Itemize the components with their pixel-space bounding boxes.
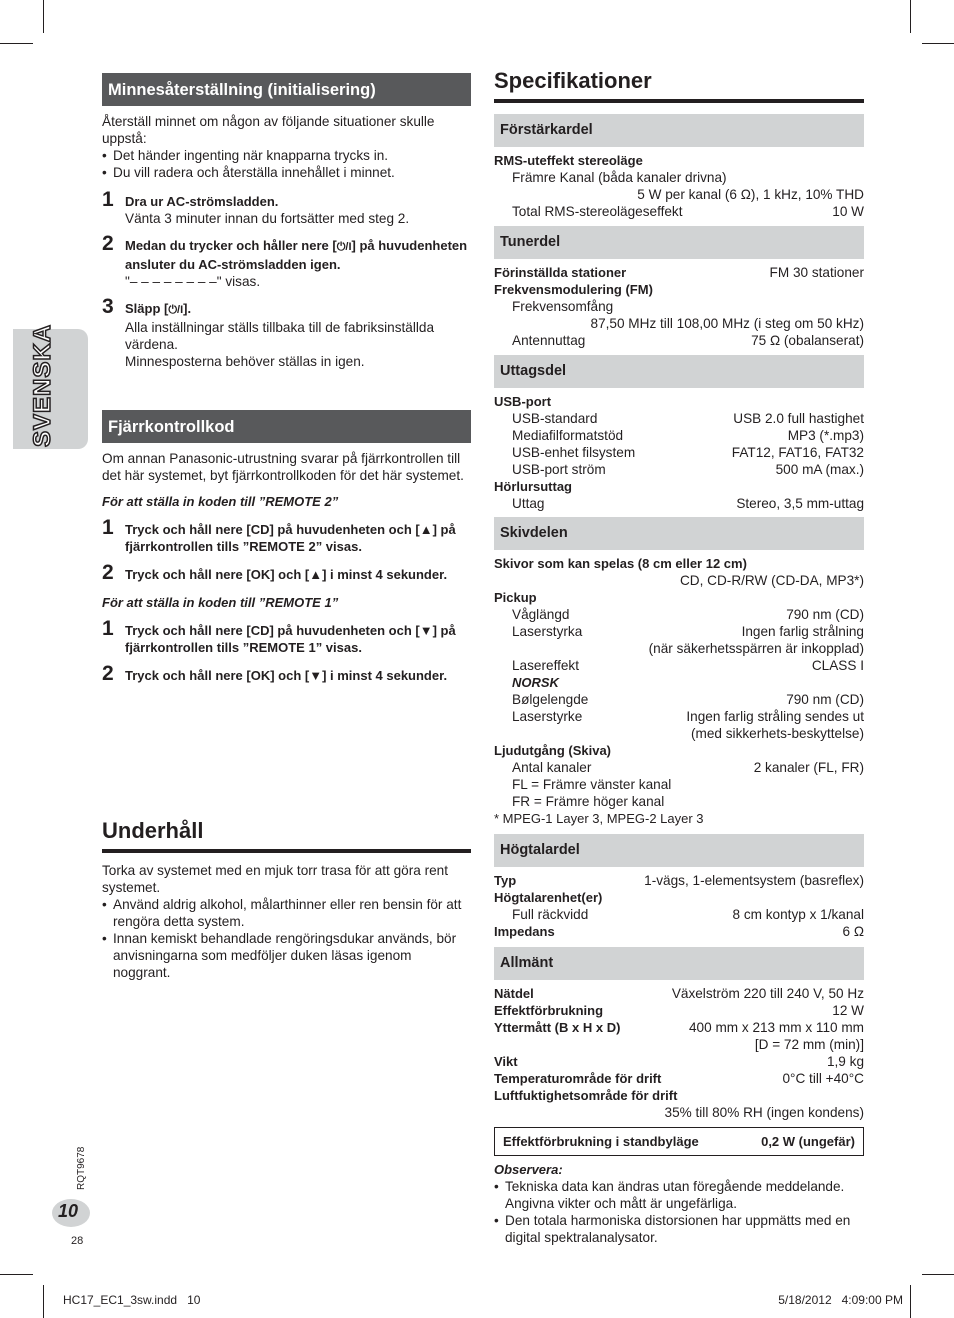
crop-mark [43,1285,44,1318]
spec-row: Lasereffekt CLASS I [512,658,864,673]
spec-label: FR = Främre höger kanal [512,794,665,809]
spec-row: Laserstyrke Ingen farlig stråling sendes ut [512,709,864,724]
spec-row: Våglängd 790 nm (CD) [512,607,864,622]
remote2-step-1 [102,516,471,555]
list-item: • Tekniska data kan ändras utan föregående meddelande. Angivna vikter och mått är ungefärliga. [494,1178,864,1212]
file-name: HC17_EC1_3sw.indd 10 [63,1293,201,1307]
spec-label: Frekvensomfång [512,299,614,314]
remote1-step-1 [102,617,471,656]
spec-value: [D = 72 mm (min)] [754,1037,864,1052]
spec-row: Full räckvidd 8 cm kontyp x 1/kanal [512,907,864,922]
specifications-heading: Specifikationer [494,69,864,103]
step-number: 2 [102,662,114,685]
amplifier-block [494,152,864,220]
reset-heading: Minnesåterställning (initialisering) [102,73,471,106]
spec-row: Bølgelengde 790 nm (CD) [512,692,864,707]
standby-label: Effektförbrukning i standbyläge [503,1134,699,1149]
norsk-label: NORSK [512,675,559,690]
notes-heading: Observera: [494,1162,563,1177]
remote-sub-heading-1: För att ställa in koden till ”REMOTE 1” [102,595,339,610]
spec-row: Vikt 1,9 kg [494,1054,864,1069]
reset-step-1 [102,188,471,227]
language-tab-label: SVENSKA [29,323,56,447]
step-number: 2 [102,561,114,584]
output-heading: Uttagsdel [494,355,864,388]
spec-row: Yttermått (B x H x D) 400 mm x 213 mm x 110 mm [494,1020,864,1035]
step-number: 1 [102,188,114,211]
spec-row: Typ 1-vägs, 1-elementsystem (basreflex) [494,873,864,888]
spec-label: RMS-uteffekt stereoläge [494,153,643,168]
step-title: Tryck och håll nere [CD] på huvudenheten och [▼] på fjärrkontrollen tills ”REMOTE 1” visas. [125,623,456,655]
step-text: Alla inställningar ställs tillbaka till de fabriksinställda värdena. [125,320,435,352]
remote-intro: Om annan Panasonic-utrustning svarar på fjärrkontrollen till det här systemet, byt fjärrkontrollkoden för det här systemet. [102,451,464,483]
tuner-block [494,264,864,349]
crop-mark [910,1285,911,1318]
tuner-heading: Tunerdel [494,226,864,259]
standby-value: 0,2 W (ungefär) [761,1134,855,1149]
spec-label: Frekvensmodulering (FM) [494,282,653,297]
reset-step-2 [102,232,471,290]
step-title: Dra ur AC-strömsladden. [125,194,279,209]
maintenance-intro: Torka av systemet med en mjuk torr trasa för att göra rent systemet. [102,863,449,895]
spec-value: CD, CD-R/RW (CD-DA, MP3*) [679,573,864,588]
step-title: Tryck och håll nere [CD] på huvudenheten och [▲] på fjärrkontrollen tills ”REMOTE 2” visas. [125,522,456,554]
crop-mark [922,43,954,44]
spec-row: Förinställda stationer FM 30 stationer [494,265,864,280]
crop-mark [922,1274,954,1275]
spec-row: Antal kanaler 2 kanaler (FL, FR) [512,760,864,775]
general-heading: Allmänt [494,947,864,980]
remote-sub-heading-2: För att ställa in koden till ”REMOTE 2” [102,494,339,509]
spec-label: Hörlursuttag [494,479,572,494]
crop-mark [43,0,44,33]
spec-label: Främre Kanal (båda kanaler drivna) [512,170,727,185]
specifications-section [494,69,864,1246]
step-number: 1 [102,516,114,539]
reset-intro: Återställ minnet om någon av följande situationer skulle uppstå: [102,114,435,146]
disc-block [494,555,864,827]
spec-row: Nätdel Växelström 220 till 240 V, 50 Hz [494,986,864,1001]
notes-block [494,1161,864,1246]
spec-label: Skivor som kan spelas (8 cm eller 12 cm) [494,556,747,571]
remote1-step-2 [102,662,471,685]
footnote: * MPEG-1 Layer 3, MPEG-2 Layer 3 [494,811,704,826]
print-date: 5/18/2012 4:09:00 PM [778,1293,903,1307]
spec-value: (med sikkerhets-beskyttelse) [691,726,864,741]
spec-value: 5 W per kanal (6 Ω), 1 kHz, 10% THD [637,187,864,202]
remote2-step-2 [102,561,471,584]
spec-label: Pickup [494,590,537,605]
crop-mark [0,43,33,44]
speaker-block [494,872,864,940]
list-item: • Det händer ingenting när knapparna trycks in. [102,147,471,164]
step-title: Tryck och håll nere [OK] och [▼] i minst 4 sekunder. [125,668,448,683]
document-code: RQT9678 [76,1146,87,1190]
spec-value: 87,50 MHz till 108,00 MHz (i steg om 50 kHz) [590,316,864,331]
spec-row: USB-enhet filsystem FAT12, FAT16, FAT32 [512,445,864,460]
step-number: 3 [102,295,114,318]
amplifier-heading: Förstärkardel [494,114,864,147]
general-block [494,985,864,1121]
spec-label: Högtalarenhet(er) [494,890,603,905]
reset-step-3 [102,295,471,370]
remote-heading: Fjärrkontrollkod [102,410,471,443]
output-block [494,393,864,512]
step-title: Släpp [⏻/I]. [125,301,192,316]
spec-label: USB-port [494,394,552,409]
spec-label: Luftfuktighetsområde för drift [494,1088,678,1103]
spec-row: Temperaturområde för drift 0°C till +40°C [494,1071,864,1086]
standby-box [494,1127,864,1156]
speaker-heading: Högtalardel [494,834,864,867]
step-text: Minnesposterna behöver ställas in igen. [125,354,365,369]
spec-row: Mediafilformatstöd MP3 (*.mp3) [512,428,864,443]
step-title: Tryck och håll nere [OK] och [▲] i minst 4 sekunder. [125,567,448,582]
spec-label: FL = Främre vänster kanal [512,777,672,792]
spec-value: 35% till 80% RH (ingen kondens) [664,1105,864,1120]
step-title: Medan du trycker och håller nere [⏻/I] på huvudenheten ansluter du AC-strömsladden igen. [125,238,468,272]
spec-row: USB-standard USB 2.0 full hastighet [512,411,864,426]
remote-section [102,410,471,684]
spec-row: Uttag Stereo, 3,5 mm-uttag [512,496,864,511]
list-item: • Använd aldrig alkohol, målarthinner eller ren bensin för att rengöra detta system. [102,896,471,930]
step-number: 2 [102,232,114,255]
spec-row: USB-port ström 500 mA (max.) [512,462,864,477]
crop-mark [0,1274,33,1275]
spec-row: Effektförbrukning 12 W [494,1003,864,1018]
spec-value: (när säkerhetsspärren är inkopplad) [648,641,864,656]
page-number: 10 [58,1201,79,1221]
page-number-small: 28 [71,1235,84,1247]
power-icon: ⏻/I [336,241,352,253]
spec-label: Ljudutgång (Skiva) [494,743,611,758]
crop-mark [910,0,911,33]
spec-row: Impedans 6 Ω [494,924,864,939]
step-text: Vänta 3 minuter innan du fortsätter med steg 2. [125,211,410,226]
maintenance-heading: Underhåll [102,819,471,853]
list-item: • Den totala harmoniska distorsionen har uppmätts med en digital spektralanalysator. [494,1212,864,1246]
spec-row: Antennuttag 75 Ω (obalanserat) [512,333,864,348]
list-item: • Du vill radera och återställa innehållet i minnet. [102,164,471,181]
step-number: 1 [102,617,114,640]
power-icon: ⏻/I [168,304,184,316]
reset-section [102,73,471,370]
step-text: "– – – – – – – –" visas. [125,274,261,289]
spec-row: Total RMS-stereolägeseffekt 10 W [512,204,864,219]
list-item: • Innan kemiskt behandlade rengöringsdukar används, bör anvisningarna som medföljer duken läsas igenom noggrant. [102,930,471,981]
spec-row: Laserstyrka Ingen farlig strålning [512,624,864,639]
disc-heading: Skivdelen [494,517,864,550]
maintenance-section [102,819,471,981]
